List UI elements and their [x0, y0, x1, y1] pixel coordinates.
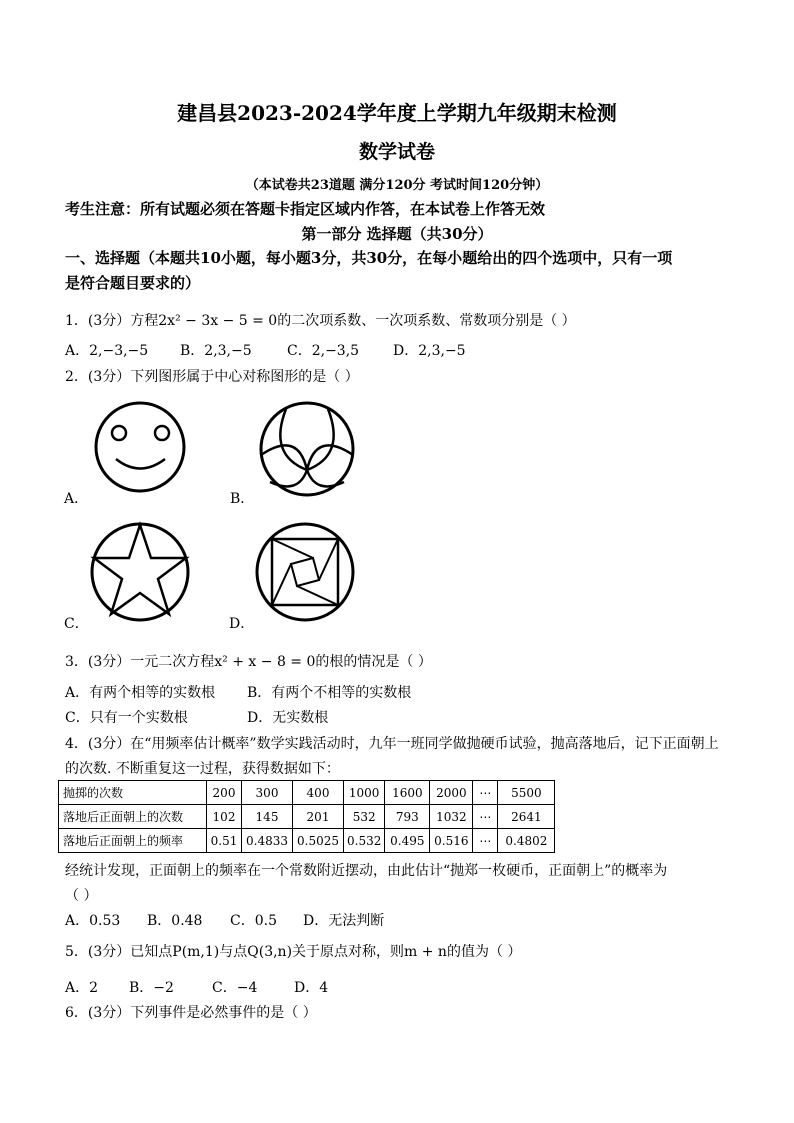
table-cell: 2000	[430, 781, 473, 805]
question-4-after-line1: 经统计发现，正面朝上的频率在一个常数附近摆动，由此估计“抛郑一枚硬币，正面朝上”的概率为	[65, 863, 668, 879]
q4-option-d: D．无法判断	[303, 913, 385, 929]
exam-info: （本试卷共23道题 满分120分 考试时间120分钟）	[245, 178, 549, 193]
q1-option-a: A．2,−3,−5	[65, 343, 149, 359]
q2-label-d: D．	[229, 616, 255, 632]
table-cell: 抛掷的次数	[59, 781, 207, 805]
table-cell: 1032	[430, 805, 473, 829]
q5-option-a: A．2	[65, 980, 99, 996]
q5-option-c: C．−4	[212, 980, 258, 996]
table-row	[59, 829, 555, 853]
exam-notice: 考生注意：所有试题必须在答题卡指定区域内作答，在本试卷上作答无效	[65, 200, 546, 218]
table-cell: 0.516	[430, 829, 473, 853]
section-heading-line2: 是符合题目要求的）	[65, 274, 201, 292]
table-row	[59, 781, 555, 805]
q2-label-b: B．	[230, 491, 255, 507]
table-cell: 145	[242, 805, 293, 829]
table-cell: 532	[344, 805, 385, 829]
exam-title: 建昌县2023-2024学年度上学期九年级期末检测	[177, 101, 617, 125]
table-cell: 0.5025	[293, 829, 344, 853]
question-1-stem: 1．(3分）方程2x² − 3x − 5 = 0的二次项系数、一次项系数、常数项分别是（ ）	[65, 313, 576, 329]
table-cell: 1000	[344, 781, 385, 805]
q3-option-a: A．有两个相等的实数根	[65, 685, 216, 701]
q3-option-d: D．无实数根	[247, 710, 329, 726]
table-cell: 0.495	[385, 829, 430, 853]
figure-b-three-arcs	[258, 400, 356, 500]
question-4-stem-line1: 4．(3分）在“用频率估计概率”数学实践活动时，九年一班同学做抛硬币试验，抛高落地后，记下正面朝上	[65, 736, 719, 752]
table-cell: 400	[293, 781, 344, 805]
table-cell: 0.51	[207, 829, 242, 853]
q1-option-b: B．2,3,−5	[180, 343, 252, 359]
question-4-stem-line2: 的次数. 不断重复这一过程，获得数据如下：	[65, 761, 340, 777]
figure-c-star	[89, 520, 191, 624]
table-cell: 102	[207, 805, 242, 829]
figure-d-pinwheel	[253, 520, 357, 624]
q1-option-c: C．2,−3,5	[287, 343, 360, 359]
table-cell: 5500	[498, 781, 555, 805]
table-cell: 1600	[385, 781, 430, 805]
q5-option-b: B．−2	[129, 980, 174, 996]
table-cell: 落地后正面朝上的次数	[59, 805, 207, 829]
part-heading: 第一部分 选择题（共30分）	[301, 225, 493, 243]
table-cell: ⋯	[473, 781, 498, 805]
table-cell: ⋯	[473, 829, 498, 853]
table-cell: 0.532	[344, 829, 385, 853]
table-cell: 793	[385, 805, 430, 829]
q4-option-b: B．0.48	[147, 913, 203, 929]
table-row	[59, 805, 555, 829]
question-6-stem: 6．(3分）下列事件是必然事件的是（ ）	[65, 1005, 317, 1021]
q3-option-b: B．有两个不相等的实数根	[247, 685, 412, 701]
q3-option-c: C．只有一个实数根	[65, 710, 188, 726]
table-cell: 2641	[498, 805, 555, 829]
table-cell: 落地后正面朝上的频率	[59, 829, 207, 853]
frequency-table	[58, 780, 555, 853]
section-heading-line1: 一、选择题（本题共10小题，每小题3分，共30分，在每小题给出的四个选项中，只有一项	[65, 249, 673, 267]
q2-label-c: C．	[64, 616, 89, 632]
figure-a-smiley	[92, 400, 192, 500]
question-3-stem: 3．(3分）一元二次方程x² + x − 8 = 0的根的情况是（ ）	[65, 654, 432, 670]
table-cell: 300	[242, 781, 293, 805]
table-cell: 200	[207, 781, 242, 805]
table-cell: 0.4833	[242, 829, 293, 853]
question-5-stem: 5．(3分）已知点P(m,1)与点Q(3,n)关于原点对称，则m + n的值为（ ）	[65, 944, 522, 960]
q5-option-d: D．4	[294, 980, 329, 996]
q4-option-a: A．0.53	[65, 913, 121, 929]
table-cell: 201	[293, 805, 344, 829]
question-2-stem: 2．(3分）下列图形属于中心对称图形的是（ ）	[65, 369, 359, 385]
table-cell: ⋯	[473, 805, 498, 829]
q4-option-c: C．0.5	[230, 913, 277, 929]
exam-subtitle: 数学试卷	[358, 141, 435, 163]
q1-option-d: D．2,3,−5	[393, 343, 466, 359]
question-4-after-line2: （ ）	[65, 888, 98, 904]
q2-label-a: A．	[64, 491, 89, 507]
table-cell: 0.4802	[498, 829, 555, 853]
